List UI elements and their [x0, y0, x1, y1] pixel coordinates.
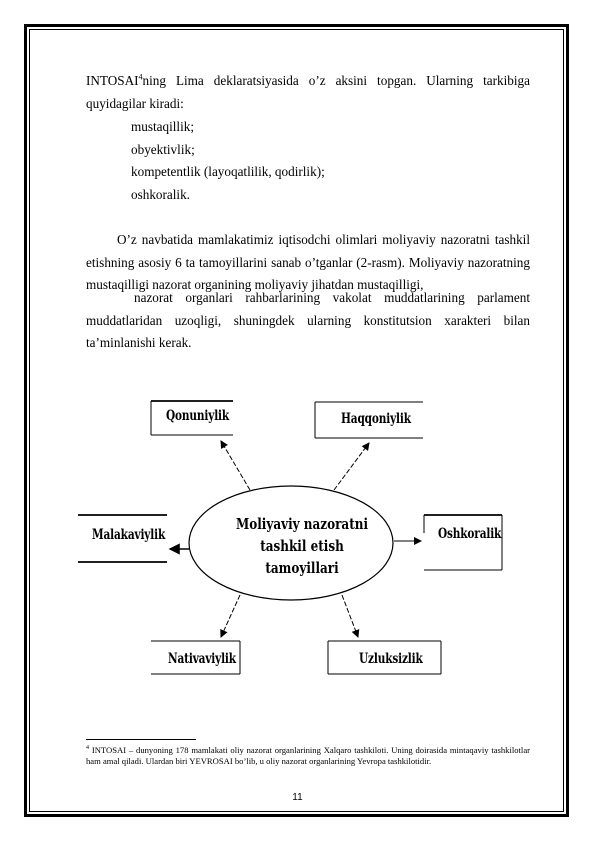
intro-text: ning Lima deklaratsiyasida o’z aksini topgan. Ularning tarkibiga quyidagilar kiradi: — [86, 73, 530, 111]
center-line-1: Moliyaviy nazoratni — [235, 515, 369, 533]
node-uzluksizlik: Uzluksizlik — [359, 651, 423, 667]
node-qonuniylik: Qonuniylik — [166, 408, 230, 424]
node-malakaviylik: Malakaviylik — [92, 527, 166, 543]
page-number: 11 — [292, 792, 303, 803]
arrow-to-qonuniylik — [221, 441, 250, 490]
footnote-text: INTOSAI – dunyoning 178 mamlakati oliy nazorat organlarining Xalqaro tashkiloti. Uning doirasida mintaqaviy tashkilotlar ham amal qiladi. Ulardan biri YEVROSAI bo’lib, u oliy nazorat organlarining Yevropa tashkilotidir. — [86, 744, 530, 767]
list-item: obyektivlik; — [131, 141, 195, 157]
footnote-ref[interactable]: 4 — [138, 72, 143, 82]
footnote — [86, 743, 530, 768]
list-item: mustaqillik; — [131, 119, 195, 134]
diagram-center-label — [222, 513, 382, 579]
paragraph-second: O’z navbatida mamlakatimiz iqtisodchi olimlari moliyaviy nazoratni tashkil etishning asosiy 6 ta tamoyillarini sanab o’tganlar (2-rasm). Moliyaviy nazoratning mustaqilligi nazorat organining moliyaviy jihatdan mustaqilligi, — [86, 232, 530, 292]
arrow-to-haqqoniylik — [334, 443, 369, 490]
node-haqqoniylik: Haqqoniylik — [341, 411, 411, 427]
node-box-oshkoralik — [424, 515, 502, 570]
center-line-2: tashkil etish tamoyillari — [260, 537, 344, 577]
list-item: kompetentlik (layoqatlilik, qodirlik); — [131, 164, 325, 179]
footnote-divider — [86, 739, 196, 740]
footnote-number: 4 — [86, 745, 89, 751]
node-nativaviylik: Nativaviylik — [168, 651, 236, 667]
intosai-word: INTOSAI — [86, 73, 139, 88]
list-item: oshkoralik. — [131, 186, 190, 202]
arrow-to-uzluksizlik — [342, 595, 358, 637]
node-oshkoralik: Oshkoralik — [438, 526, 502, 542]
arrow-to-nativaviylik — [221, 595, 240, 637]
paragraph-third: nazorat organlari rahbarlarining vakolat muddatlarining parlament muddatlaridan uzoqligi, shuningdek ularning konstitutsion xarakteri bilan ta’minlanishi kerak. — [86, 290, 530, 350]
